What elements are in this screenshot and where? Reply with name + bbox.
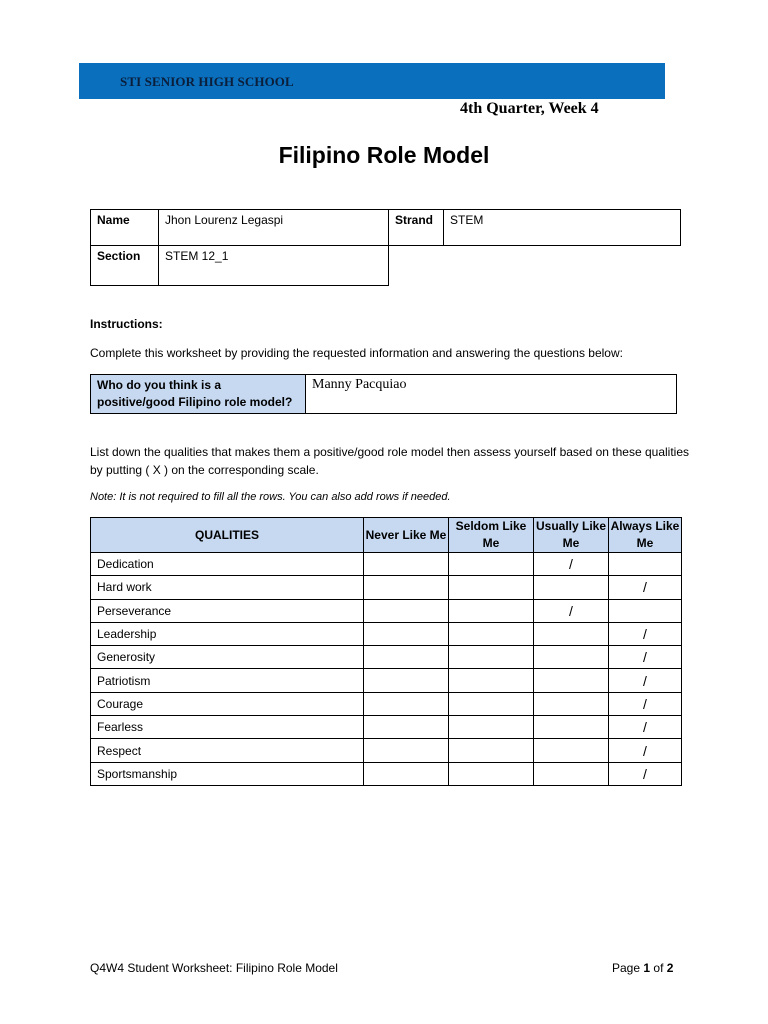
page-word: Page [612, 961, 641, 975]
scale-cell[interactable] [534, 739, 609, 762]
scale-cell[interactable] [449, 692, 534, 715]
scale-cell[interactable]: / [609, 576, 682, 599]
section-value[interactable]: STEM 12_1 [159, 246, 389, 286]
column-header: QUALITIES [91, 518, 364, 553]
scale-cell[interactable] [449, 599, 534, 622]
table-row [91, 622, 682, 645]
scale-cell[interactable] [364, 622, 449, 645]
scale-cell[interactable] [449, 553, 534, 576]
scale-cell[interactable]: / [609, 646, 682, 669]
name-label: Name [91, 210, 159, 246]
school-name: STI SENIOR HIGH SCHOOL [120, 74, 294, 89]
note-text: Note: It is not required to fill all the rows. You can also add rows if needed. [90, 491, 451, 503]
instructions-heading: Instructions: [90, 317, 163, 331]
question-line-1: Who do you think is a [97, 378, 221, 392]
column-header: Always Like Me [609, 518, 682, 553]
quality-cell[interactable]: Perseverance [91, 599, 364, 622]
name-value[interactable]: Jhon Lourenz Legaspi [159, 210, 389, 246]
scale-cell[interactable]: / [609, 692, 682, 715]
table-row [91, 669, 682, 692]
quality-cell[interactable]: Courage [91, 692, 364, 715]
table-row [91, 762, 682, 785]
column-header: Seldom Like Me [449, 518, 534, 553]
scale-cell[interactable] [534, 646, 609, 669]
question-line-2: positive/good Filipino role model? [97, 395, 293, 409]
scale-cell[interactable] [449, 739, 534, 762]
strand-value[interactable]: STEM [444, 210, 681, 246]
quality-cell[interactable]: Fearless [91, 716, 364, 739]
quality-cell[interactable]: Leadership [91, 622, 364, 645]
page-title: Filipino Role Model [278, 142, 490, 168]
scale-cell[interactable] [609, 599, 682, 622]
table-row [91, 692, 682, 715]
strand-label: Strand [389, 210, 444, 246]
scale-cell[interactable] [534, 622, 609, 645]
scale-cell[interactable] [364, 553, 449, 576]
scale-cell[interactable]: / [609, 716, 682, 739]
scale-cell[interactable] [364, 576, 449, 599]
header-banner [79, 63, 665, 99]
footer-worksheet-title: Q4W4 Student Worksheet: Filipino Role Model [90, 961, 338, 975]
column-header: Usually Like Me [534, 518, 609, 553]
page-of: of [653, 961, 664, 975]
scale-cell[interactable] [449, 622, 534, 645]
table-row [91, 646, 682, 669]
scale-cell[interactable] [364, 669, 449, 692]
quality-cell[interactable]: Hard work [91, 576, 364, 599]
list-instructions: List down the qualities that makes them a positive/good role model then assess yourself based on these qualities by putting ( X ) on the corresponding scale. [90, 445, 690, 477]
table-row [91, 576, 682, 599]
qualities-table [90, 517, 682, 786]
scale-cell[interactable]: / [534, 599, 609, 622]
role-model-question [91, 375, 306, 414]
quarter-label: 4th Quarter, Week 4 [460, 100, 599, 117]
scale-cell[interactable]: / [609, 622, 682, 645]
quality-cell[interactable]: Dedication [91, 553, 364, 576]
column-header: Never Like Me [364, 518, 449, 553]
quality-cell[interactable]: Generosity [91, 646, 364, 669]
scale-cell[interactable]: / [534, 553, 609, 576]
table-row [91, 553, 682, 576]
scale-cell[interactable]: / [609, 762, 682, 785]
role-model-answer[interactable]: Manny Pacquiao [306, 375, 677, 414]
section-label: Section [91, 246, 159, 286]
scale-cell[interactable] [449, 576, 534, 599]
scale-cell[interactable]: / [609, 669, 682, 692]
scale-cell[interactable]: / [609, 739, 682, 762]
scale-cell[interactable] [449, 762, 534, 785]
quality-cell[interactable]: Respect [91, 739, 364, 762]
scale-cell[interactable] [364, 646, 449, 669]
role-model-table [90, 374, 677, 414]
scale-cell[interactable] [449, 669, 534, 692]
quality-cell[interactable]: Sportsmanship [91, 762, 364, 785]
empty-cell [389, 246, 681, 286]
table-row [91, 739, 682, 762]
instructions-text: Complete this worksheet by providing the requested information and answering the questions below: [90, 346, 623, 360]
scale-cell[interactable] [534, 576, 609, 599]
scale-cell[interactable] [364, 716, 449, 739]
scale-cell[interactable] [534, 762, 609, 785]
scale-cell[interactable] [449, 646, 534, 669]
scale-cell[interactable] [364, 762, 449, 785]
scale-cell[interactable] [609, 553, 682, 576]
scale-cell[interactable] [534, 716, 609, 739]
footer-page-number [612, 961, 673, 975]
student-info-table [90, 209, 681, 286]
scale-cell[interactable] [534, 692, 609, 715]
scale-cell[interactable] [534, 669, 609, 692]
scale-cell[interactable] [449, 716, 534, 739]
page-total: 2 [666, 961, 674, 975]
table-row [91, 599, 682, 622]
scale-cell[interactable] [364, 599, 449, 622]
table-row [91, 716, 682, 739]
scale-cell[interactable] [364, 739, 449, 762]
scale-cell[interactable] [364, 692, 449, 715]
page-current: 1 [643, 961, 651, 975]
quality-cell[interactable]: Patriotism [91, 669, 364, 692]
